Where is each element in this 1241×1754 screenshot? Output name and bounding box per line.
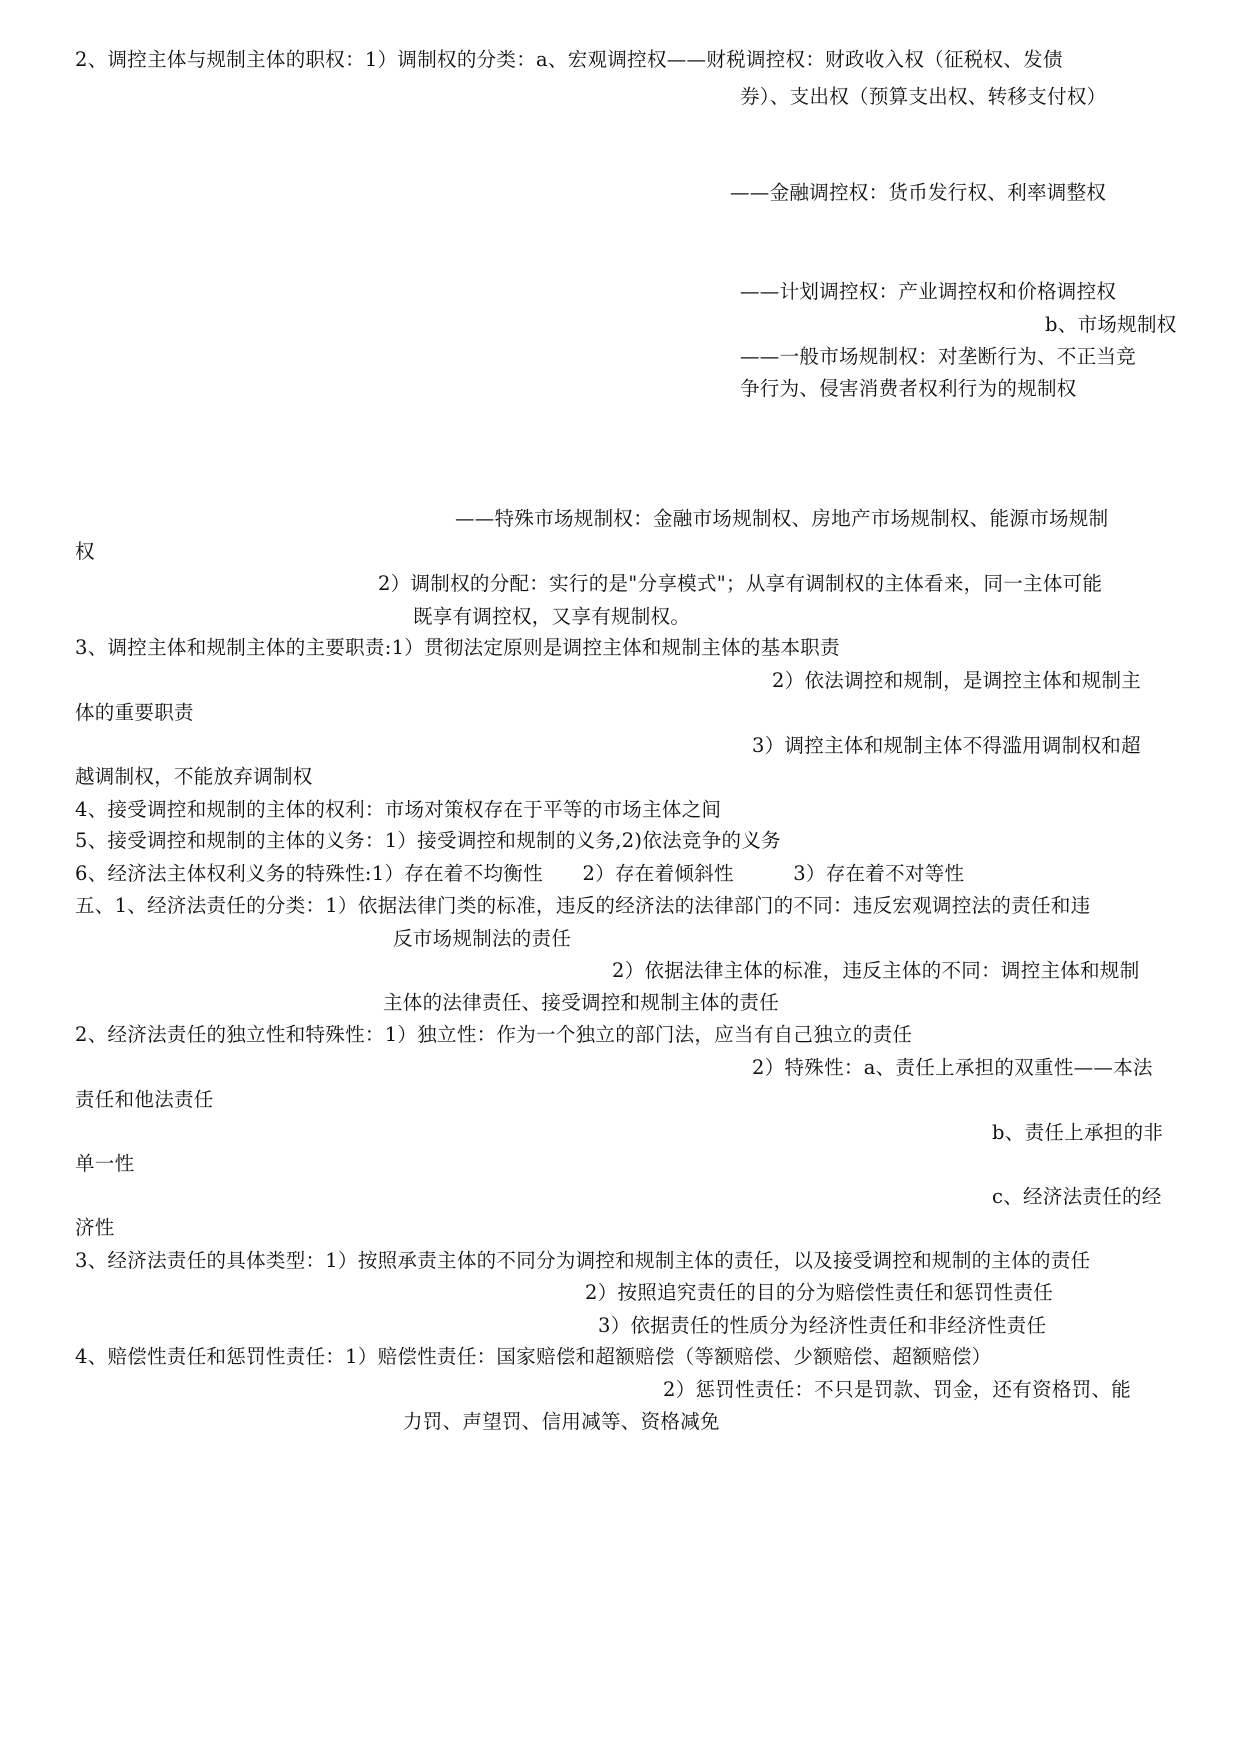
text-line: 4、接受调控和规制的主体的权利：市场对策权存在于平等的市场主体之间 [75, 798, 722, 821]
text-line: 五、1、经济法责任的分类：1）依据法律门类的标准，违反的经济法的法律部门的不同：违反宏观调控法的责任和违 [75, 894, 1091, 917]
text-line: 体的重要职责 [75, 701, 194, 724]
text-line: 2、经济法责任的独立性和特殊性：1）独立性：作为一个独立的部门法，应当有自己独立的责任 [75, 1023, 913, 1046]
text-line: 济性 [75, 1216, 115, 1239]
text-line: 2）惩罚性责任：不只是罚款、罚金，还有资格罚、能 [663, 1378, 1132, 1401]
text-line: 3）依据责任的性质分为经济性责任和非经济性责任 [598, 1314, 1047, 1337]
text-line: 3）调控主体和规制主体不得滥用调制权和超 [752, 734, 1141, 757]
text-line: 单一性 [75, 1152, 135, 1175]
text-line: 力罚、声望罚、信用减等、资格减免 [403, 1410, 720, 1433]
text-line: 权 [75, 540, 95, 563]
text-line: 5、接受调控和规制的主体的义务：1）接受调控和规制的义务,2)依法竞争的义务 [75, 829, 781, 852]
text-line: ——一般市场规制权：对垄断行为、不正当竞 [740, 345, 1137, 368]
text-line: 越调制权，不能放弃调制权 [75, 765, 313, 788]
text-line: b、市场规制权 [1045, 313, 1177, 336]
text-line: 责任和他法责任 [75, 1088, 214, 1111]
text-line: 既享有调控权，又享有规制权。 [413, 605, 691, 628]
text-line: 2）调制权的分配：实行的是"分享模式"；从享有调制权的主体看来，同一主体可能 [378, 572, 1103, 595]
text-line: 争行为、侵害消费者权利行为的规制权 [740, 377, 1077, 400]
text-line: 2）依法调控和规制，是调控主体和规制主 [772, 669, 1142, 692]
text-line: 3、调控主体和规制主体的主要职责:1）贯彻法定原则是调控主体和规制主体的基本职责 [75, 636, 840, 659]
text-line: 4、赔偿性责任和惩罚性责任：1）赔偿性责任：国家赔偿和超额赔偿（等额赔偿、少额赔偿、超额赔偿） [75, 1345, 992, 1368]
text-line: 3、经济法责任的具体类型：1）按照承责主体的不同分为调控和规制主体的责任，以及接受调控和规制的主体的责任 [75, 1249, 1091, 1272]
text-line: 反市场规制法的责任 [393, 927, 572, 950]
text-line: 2）按照追究责任的目的分为赔偿性责任和惩罚性责任 [585, 1281, 1054, 1304]
text-line: 2）特殊性：a、责任上承担的双重性——本法 [752, 1056, 1153, 1079]
text-line: ——金融调控权：货币发行权、利率调整权 [730, 181, 1107, 204]
text-line: 券）、支出权（预算支出权、转移支付权） [740, 85, 1107, 108]
text-line: 6、经济法主体权利义务的特殊性:1）存在着不均衡性 2）存在着倾斜性 3）存在着不对等性 [75, 862, 965, 885]
text-line: ——特殊市场规制权：金融市场规制权、房地产市场规制权、能源市场规制 [455, 507, 1109, 530]
text-line: 2、调控主体与规制主体的职权：1）调制权的分类：a、宏观调控权——财税调控权：财政收入权（征税权、发债 [75, 48, 1063, 71]
text-line: b、责任上承担的非 [992, 1121, 1164, 1144]
text-line: 主体的法律责任、接受调控和规制主体的责任 [383, 991, 780, 1014]
text-line: ——计划调控权：产业调控权和价格调控权 [740, 280, 1117, 303]
text-line: c、经济法责任的经 [992, 1185, 1162, 1208]
text-line: 2）依据法律主体的标准，违反主体的不同：调控主体和规制 [612, 959, 1140, 982]
